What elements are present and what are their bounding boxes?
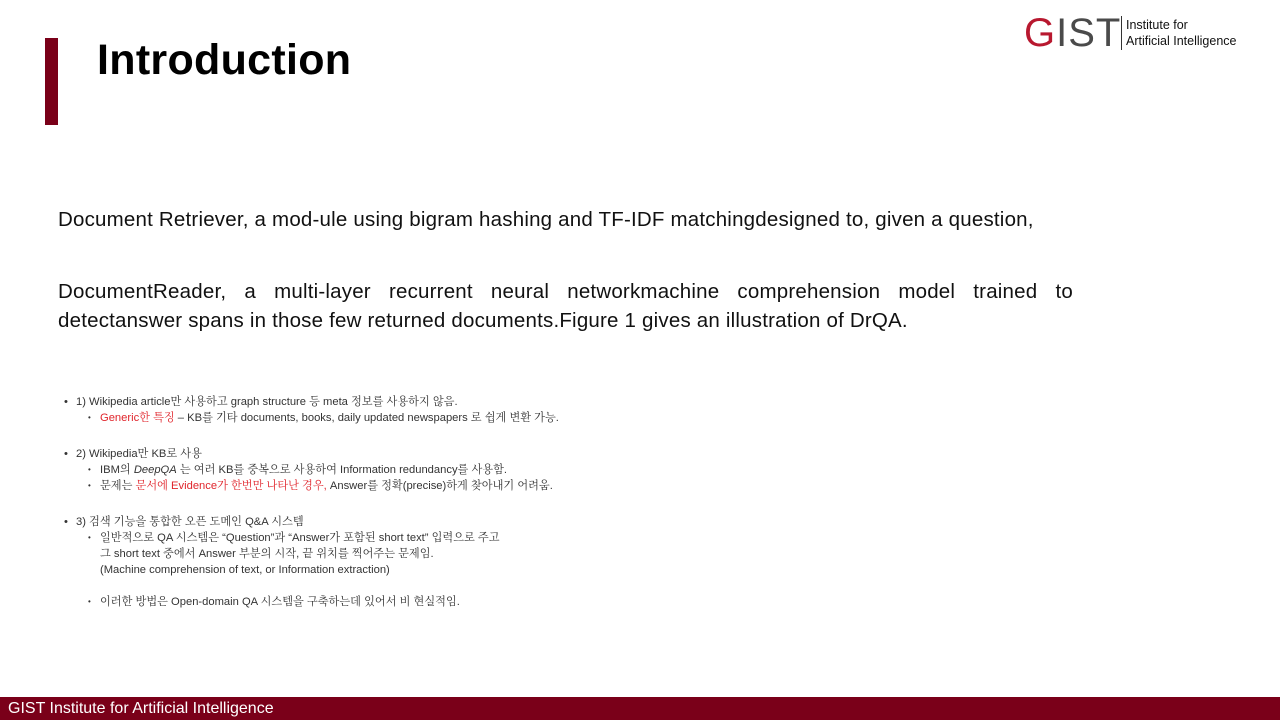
logo-line1: Institute for [1126,18,1188,32]
note-item-3-sub-1-cont-2: (Machine comprehension of text, or Information extraction) [100,564,390,576]
logo-mark-rest: IST [1056,11,1122,55]
footer-bar [0,697,1280,720]
note-text: 는 여러 KB를 중복으로 사용하여 Information redundancy를 사용함. [176,464,507,476]
note-item-3: • 3) 검색 기능을 통합한 오픈 도메인 Q&A 시스템 [64,514,624,530]
note-item-2-sub-1 [64,462,624,478]
note-text: 문제는 [100,480,136,492]
note-text: Answer를 정확(precise)하게 찾아내기 어려움. [326,480,553,492]
note-italic-text: DeepQA [133,464,177,476]
note-text: IBM의 [100,464,134,476]
embedded-notes-image [64,394,624,610]
note-item-3-sub-1: • 일반적으로 QA 시스템은 “Question”과 “Answer가 포함된 short text” 입력으로 주고 [64,530,624,546]
paragraph-reader: DocumentReader, a multi-layer recurrent neural networkmachine comprehension model trained to detectanswer spans in those few returned documents.Figure 1 gives an illustration of DrQA. [58,280,1073,332]
note-text: – KB를 기타 documents, books, daily updated newspapers 로 쉽게 변환 가능. [174,412,559,424]
logo-mark [1024,12,1121,54]
logo-text [1126,17,1236,49]
title-accent-bar [45,38,58,125]
paragraph-retriever: Document Retriever, a mod-ule using bigram hashing and TF-IDF matchingdesigned to, given a question, [58,208,1034,231]
note-red-text: 문서에 Evidence가 한번만 나타난 경우, [135,480,327,492]
logo-mark-g: G [1024,11,1057,55]
note-item-2: • 2) Wikipedia만 KB로 사용 [64,446,624,462]
note-red-text: Generic한 특징 [100,412,175,424]
logo-divider [1121,16,1122,50]
logo-line2: Artificial Intelligence [1126,34,1237,48]
gist-logo [1024,12,1254,54]
slide-title: Introduction [97,36,352,84]
note-item-3-sub-2: • 이러한 방법은 Open-domain QA 시스템을 구축하는데 있어서 비 현실적임. [64,594,624,610]
note-item-2-sub-2 [64,478,624,494]
footer-text: GIST Institute for Artificial Intelligence [8,700,274,717]
note-item-3-sub-1-cont-1: 그 short text 중에서 Answer 부분의 시작, 끝 위치를 찍어주는 문제임. [100,548,434,560]
note-item-1-sub-1 [64,410,624,426]
note-item-1: • 1) Wikipedia article만 사용하고 graph structure 등 meta 정보를 사용하지 않음. [64,394,624,410]
